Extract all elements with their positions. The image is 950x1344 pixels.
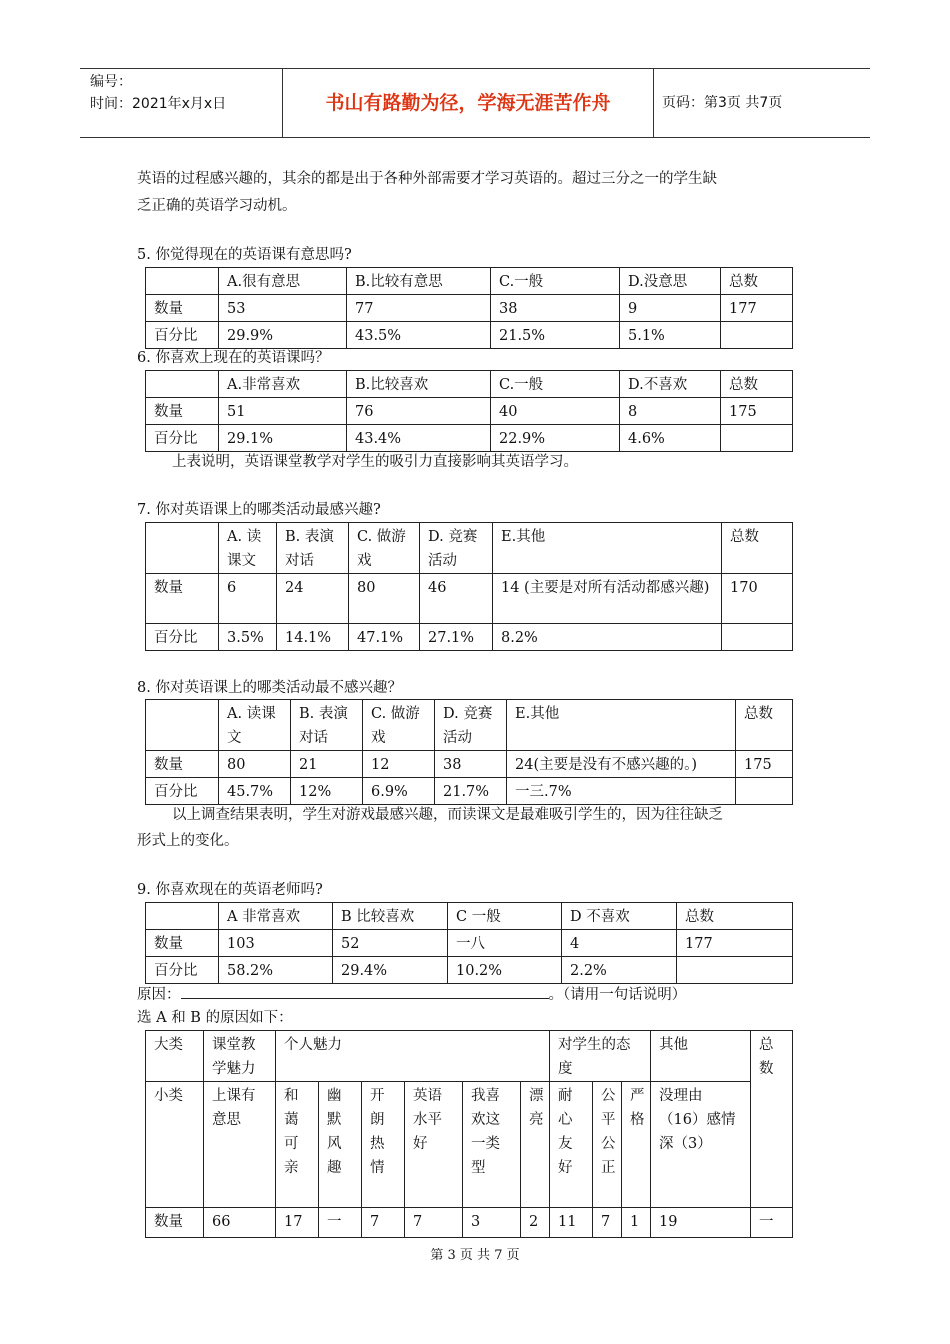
table-header-row [146,1031,793,1082]
table-cell: 103 [219,930,333,957]
q5-table [145,267,793,349]
time-label: 时间：2021年x月x日 [90,96,227,112]
table-cell: 百分比 [146,957,219,984]
table-cell: 一八 [448,930,562,957]
table-cell: 漂亮 [521,1082,550,1208]
table-cell [146,700,219,751]
q6-table [145,370,793,452]
header-divider [653,69,654,137]
table-cell: 52 [333,930,448,957]
table-cell: 2 [521,1208,550,1238]
table-cell: 其他 [651,1031,751,1082]
table-cell: 一三.7% [507,778,736,805]
code-label: 编号： [90,74,132,90]
table-cell [722,624,793,651]
table-cell: 总数 [721,371,793,398]
table-cell: 对学生的态度 [550,1031,651,1082]
table-cell: 个人魅力 [276,1031,550,1082]
table-cell: D 不喜欢 [562,903,677,930]
table-row [146,574,793,624]
table-cell: 76 [347,398,491,425]
table-cell: 1 [622,1208,651,1238]
table-cell [146,371,219,398]
table-cell: D.没意思 [620,268,721,295]
table-row [146,778,793,805]
table-cell: 7 [362,1208,405,1238]
q9-table [145,902,793,984]
table-cell: 77 [347,295,491,322]
table-cell: D.不喜欢 [620,371,721,398]
table-cell: 66 [204,1208,276,1238]
table-cell: 22.9% [491,425,620,452]
table-cell: 9 [620,295,721,322]
table-cell: 百分比 [146,322,219,349]
table-header-row [146,371,793,398]
table-cell: 没理由（16）感情深（3） [651,1082,751,1208]
header-motto: 书山有路勤为径，学海无涯苦作舟 [325,92,611,114]
table-cell: 177 [721,295,793,322]
table-cell: 24 [277,574,349,624]
table-cell: 45.7% [219,778,291,805]
table-header-row [146,268,793,295]
table-cell: 8.2% [493,624,722,651]
table-cell [721,425,793,452]
table-cell: 46 [420,574,493,624]
table-cell: 2.2% [562,957,677,984]
table-cell: 数量 [146,398,219,425]
table-cell: 43.5% [347,322,491,349]
table-cell [736,778,793,805]
table-cell: 12% [291,778,363,805]
table-cell: B 比较喜欢 [333,903,448,930]
reason-hint: 。（请用一句话说明） [548,987,687,1003]
table-cell: 14.1% [277,624,349,651]
table-cell: A.非常喜欢 [219,371,347,398]
table-cell: 数量 [146,574,219,624]
table-cell: 11 [550,1208,593,1238]
table-cell: 一 [751,1208,793,1238]
table-cell: 14 (主要是对所有活动都感兴趣) [493,574,722,624]
table-cell: 我喜欢这一类型 [463,1082,521,1208]
table-cell: 58.2% [219,957,333,984]
table-cell: 6.9% [363,778,435,805]
table-cell: 严格 [622,1082,651,1208]
table-cell: 80 [349,574,420,624]
reason-blank [181,984,549,999]
table-cell: A. 读课文 [219,523,277,574]
table-cell: 175 [736,751,793,778]
table-header-row [146,903,793,930]
table-row [146,930,793,957]
table-cell: 40 [491,398,620,425]
q6-title: 6. 你喜欢上现在的英语课吗？ [137,350,330,366]
table-cell: 数量 [146,930,219,957]
table-cell: 21 [291,751,363,778]
table-cell: 47.1% [349,624,420,651]
page-info: 页码：第3页 共7页 [662,95,783,111]
table-cell: 17 [276,1208,319,1238]
table-cell: 177 [677,930,793,957]
table-cell: 5.1% [620,322,721,349]
table-cell: 总数 [736,700,793,751]
table-cell: 51 [219,398,347,425]
table-cell: B. 表演对话 [291,700,363,751]
table-row [146,1208,793,1238]
table-cell: B.比较喜欢 [347,371,491,398]
table-cell: C.一般 [491,268,620,295]
table-cell: 21.5% [491,322,620,349]
table-cell: 8 [620,398,721,425]
table-cell: 一 [319,1208,362,1238]
table-cell: 27.1% [420,624,493,651]
table-cell: 耐心友好 [550,1082,593,1208]
table-cell: 29.4% [333,957,448,984]
table-cell: 6 [219,574,277,624]
table-cell: A.很有意思 [219,268,347,295]
intro-line1: 英语的过程感兴趣的，其余的都是出于各种外部需要才学习英语的。超过三分之一的学生缺 [137,171,717,187]
table-cell: 数量 [146,295,219,322]
table-row [146,751,793,778]
table-row [146,398,793,425]
header-meta [80,69,280,137]
table-row [146,295,793,322]
table-cell: 170 [722,574,793,624]
table-cell: 总数 [677,903,793,930]
q7-table [145,522,793,651]
q8-table [145,699,793,805]
ab-reason-title: 选 A 和 B 的原因如下： [137,1010,293,1026]
table-cell: 百分比 [146,425,219,452]
table-cell: C. 做游戏 [349,523,420,574]
table-cell: 课堂教学魅力 [204,1031,276,1082]
table-cell: C.一般 [491,371,620,398]
table-cell: 大类 [146,1031,204,1082]
table-cell: B. 表演对话 [277,523,349,574]
page-header [80,68,870,138]
table-cell: 4.6% [620,425,721,452]
table-cell: 数量 [146,751,219,778]
table-row [146,624,793,651]
table-row [146,1082,793,1208]
table-cell: E.其他 [507,700,736,751]
table-cell: A 非常喜欢 [219,903,333,930]
table-cell: E.其他 [493,523,722,574]
intro-line2: 乏正确的英语学习动机。 [137,198,297,214]
table-cell: 10.2% [448,957,562,984]
table-cell: 80 [219,751,291,778]
q7-title: 7. 你对英语课上的哪类活动最感兴趣? [137,502,381,518]
table-cell: D. 竞赛活动 [435,700,507,751]
page-footer: 第 3 页 共 7 页 [430,1248,520,1263]
table-cell: 百分比 [146,624,219,651]
table-cell: 38 [491,295,620,322]
q5-title: 5. 你觉得现在的英语课有意思吗? [137,247,352,263]
table-row [146,322,793,349]
table-cell: 29.9% [219,322,347,349]
table-cell: 百分比 [146,778,219,805]
table-cell: 19 [651,1208,751,1238]
reason-line [137,984,686,1005]
q6-note: 上表说明，英语课堂教学对学生的吸引力直接影响其英语学习。 [172,454,578,470]
q8-note-line2: 形式上的变化。 [137,833,239,849]
table-cell: 29.1% [219,425,347,452]
table-cell: 上课有意思 [204,1082,276,1208]
table-cell [146,903,219,930]
reasons-table [145,1030,793,1238]
table-cell [677,957,793,984]
table-cell: 数量 [146,1208,204,1238]
table-cell [146,523,219,574]
table-cell: 38 [435,751,507,778]
table-cell: 24(主要是没有不感兴趣的。) [507,751,736,778]
q8-title: 8. 你对英语课上的哪类活动最不感兴趣？ [137,680,402,696]
table-cell: 3.5% [219,624,277,651]
table-row [146,957,793,984]
table-cell: 幽默风趣 [319,1082,362,1208]
table-cell: 总数 [722,523,793,574]
table-row [146,425,793,452]
table-header-row [146,523,793,574]
table-cell: 12 [363,751,435,778]
table-cell: 总数 [721,268,793,295]
table-cell: 21.7% [435,778,507,805]
table-cell: 英语水平好 [405,1082,463,1208]
table-cell: A. 读课文 [219,700,291,751]
q8-note-line1: 以上调查结果表明，学生对游戏最感兴趣，而读课文是最难吸引学生的，因为往往缺乏 [172,807,723,823]
table-cell: 43.4% [347,425,491,452]
table-cell: 开朗热情 [362,1082,405,1208]
table-cell: 175 [721,398,793,425]
reason-label: 原因： [137,987,181,1003]
table-cell: C 一般 [448,903,562,930]
table-cell: 3 [463,1208,521,1238]
table-cell: 7 [593,1208,622,1238]
table-cell: D. 竞赛活动 [420,523,493,574]
table-cell: 小类 [146,1082,204,1208]
table-cell [721,322,793,349]
table-cell: 和蔼可亲 [276,1082,319,1208]
table-cell: C. 做游戏 [363,700,435,751]
table-cell: 公平公正 [593,1082,622,1208]
table-cell: 4 [562,930,677,957]
table-cell [146,268,219,295]
q9-title: 9. 你喜欢现在的英语老师吗? [137,882,323,898]
table-cell: B.比较有意思 [347,268,491,295]
table-cell: 53 [219,295,347,322]
table-header-row [146,700,793,751]
table-cell: 总数 [751,1031,793,1208]
table-cell: 7 [405,1208,463,1238]
